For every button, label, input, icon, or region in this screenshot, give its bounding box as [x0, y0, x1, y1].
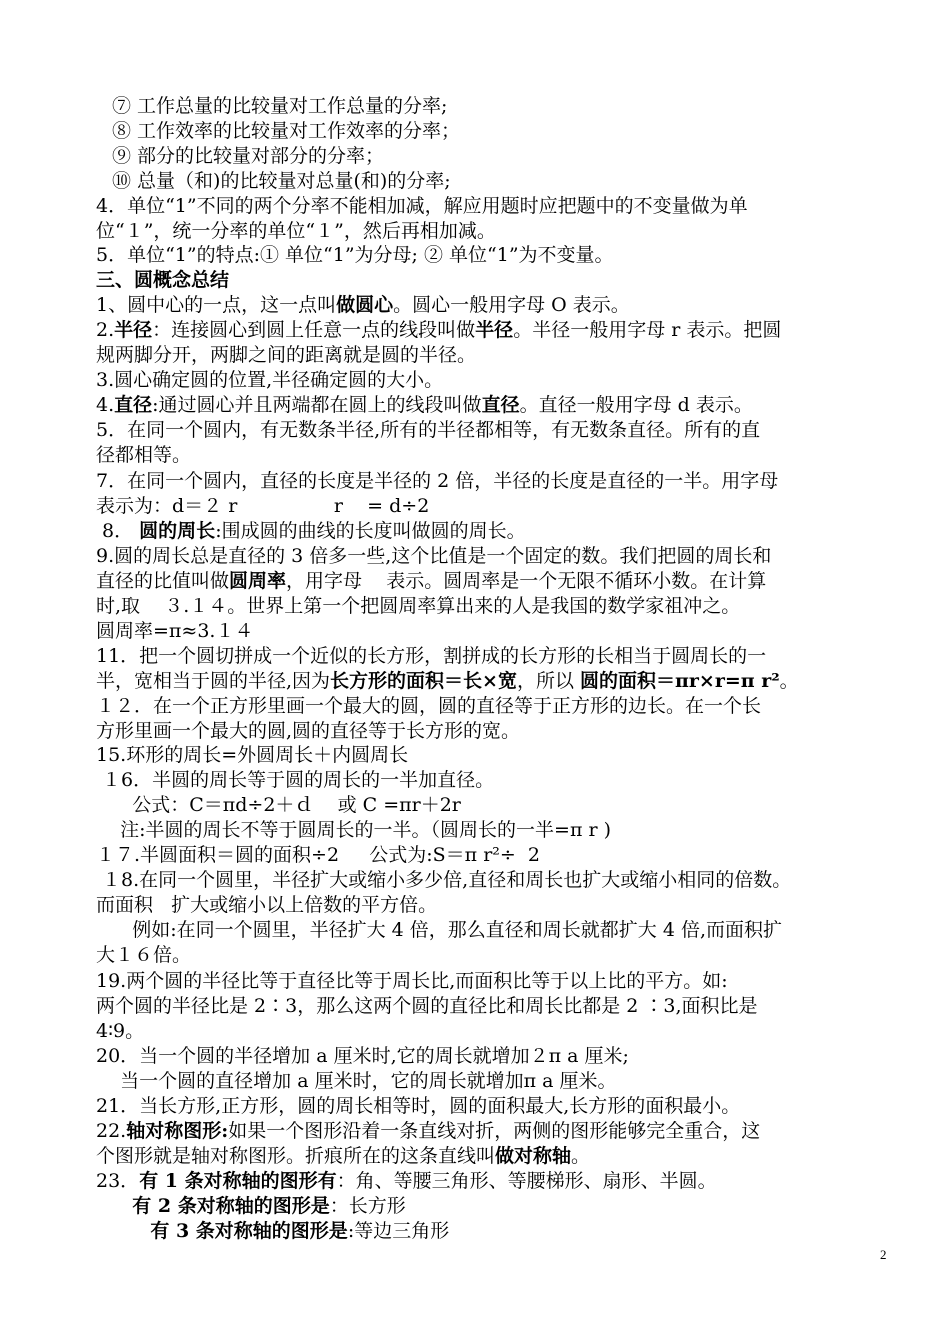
text-line [96, 818, 910, 842]
bold-text: 圆的面积＝πr×r=π r² [580, 670, 780, 692]
text-segment: 。直径一般用字母 d 表示。 [519, 394, 753, 416]
text-line [112, 169, 910, 193]
text-line [96, 768, 910, 792]
bold-text: 三、圆概念总结 [96, 269, 230, 291]
text-segment: ⑩ 总量（和)的比较量对总量(和)的分率; [112, 170, 451, 192]
page-number: 2 [880, 1247, 887, 1262]
text-line [96, 1219, 910, 1243]
text-line [96, 1169, 910, 1193]
text-segment: 20．当一个圆的半径增加 a 厘米时,它的周长就增加２π a 厘米; [96, 1045, 629, 1067]
text-line [96, 519, 910, 543]
text-segment [96, 1195, 132, 1217]
text-segment: 表示为：d＝２ r r = d÷2 [96, 495, 430, 517]
text-line [96, 994, 910, 1018]
text-segment: 直径的比值叫做 [96, 570, 230, 592]
text-line [96, 318, 910, 342]
text-line [96, 469, 910, 493]
text-segment: 9.圆的周长总是直径的 3 倍多一些,这个比值是一个固定的数。我们把圆的周长和 [96, 545, 772, 567]
text-segment: 公式：C＝πd÷2＋ｄ 或 C =πr＋2r [96, 794, 461, 816]
text-segment: １７.半圆面积＝圆的面积÷2 公式为:S＝π r²÷ 2 [96, 844, 540, 866]
text-segment: ：长方形 [329, 1195, 406, 1217]
text-segment [96, 1220, 150, 1242]
text-segment: 3.圆心确定圆的位置,半径确定圆的大小。 [96, 369, 444, 391]
bold-text: 轴对称图形: [126, 1120, 229, 1142]
text-segment: 4. [96, 394, 115, 416]
text-line [96, 293, 910, 317]
text-line [96, 843, 910, 867]
text-line [96, 1194, 910, 1218]
text-line [96, 868, 910, 892]
text-line [96, 544, 910, 568]
text-segment: 15.环形的周长=外圆周长＋内圆周长 [96, 744, 409, 766]
bold-text: 长方形的面积＝长×宽 [330, 670, 517, 692]
text-line [96, 194, 910, 218]
text-line [96, 743, 910, 767]
text-line [96, 669, 910, 693]
bold-text: 有 3 条对称轴的图形是 [150, 1220, 348, 1242]
text-line [96, 1069, 910, 1093]
text-segment: 。半径一般用字母 r 表示。把圆 [513, 319, 782, 341]
text-line [96, 393, 910, 417]
text-segment: :通过圆心并且两端都在圆上的线段叫做 [152, 394, 482, 416]
text-segment: 大１６倍。 [96, 944, 192, 966]
text-segment: 。 [571, 1145, 591, 1167]
text-segment: 径都相等。 [96, 444, 192, 466]
text-line [96, 1044, 910, 1068]
text-segment: 方形里画一个最大的圆,圆的直径等于长方形的宽。 [96, 720, 521, 742]
text-segment: ⑧ 工作效率的比较量对工作效率的分率； [112, 120, 461, 142]
text-segment: 。圆心一般用字母 O 表示。 [393, 294, 630, 316]
text-segment: ⑨ 部分的比较量对部分的分率； [112, 145, 385, 167]
text-segment: 22. [96, 1120, 127, 1142]
text-line [96, 1019, 910, 1043]
text-segment: 个图形就是轴对称图形。折痕所在的这条直线叫 [96, 1145, 496, 1167]
text-line [96, 1094, 910, 1118]
text-segment: 圆周率=π≈3.１４ [96, 620, 254, 642]
text-segment: ⑦ 工作总量的比较量对工作总量的分率; [112, 95, 448, 117]
text-segment: 4∶9。 [96, 1020, 145, 1042]
text-segment: １２．在一个正方形里画一个最大的圆，圆的直径等于正方形的边长。在一个长 [96, 695, 762, 717]
text-segment: 。 [779, 670, 799, 692]
text-segment: 规两脚分开，两脚之间的距离就是圆的半径。 [96, 344, 477, 366]
text-line [96, 268, 910, 292]
text-line [96, 1144, 910, 1168]
bold-text: 圆的周长 [139, 520, 216, 542]
text-segment: ：连接圆心到圆上任意一点的线段叫做 [152, 319, 476, 341]
text-line [96, 793, 910, 817]
text-segment: １6．半圆的周长等于圆的周长的一半加直径。 [96, 769, 495, 791]
text-line [96, 343, 910, 367]
text-segment: ，所以 [516, 670, 581, 692]
text-segment: 5．在同一个圆内，有无数条半径,所有的半径都相等，有无数条直径。所有的直 [96, 419, 761, 441]
text-segment: １8.在同一个圆里，半径扩大或缩小多少倍,直径和周长也扩大或缩小相同的倍数。 [96, 869, 792, 891]
text-segment: 21．当长方形,正方形，圆的周长相等时，圆的面积最大,长方形的面积最小。 [96, 1095, 741, 1117]
text-segment: 当一个圆的直径增加 a 厘米时，它的周长就增加π a 厘米。 [96, 1070, 617, 1092]
bold-text: 直径 [481, 394, 520, 416]
text-segment: :围成圆的曲线的长度叫做圆的周长。 [215, 520, 526, 542]
text-segment: 7．在同一个圆内，直径的长度是半径的 2 倍，半径的长度是直径的一半。用字母 [96, 470, 779, 492]
bold-text: 半径 [475, 319, 514, 341]
text-segment: 2. [96, 319, 115, 341]
text-line [96, 893, 910, 917]
text-line [96, 594, 910, 618]
text-line [96, 1119, 910, 1143]
text-line [96, 694, 910, 718]
text-segment: 5．单位“1”的特点:① 单位“1”为分母; ② 单位“1”为不变量。 [96, 244, 614, 266]
text-line [96, 644, 910, 668]
text-segment: 4．单位“1”不同的两个分率不能相加减，解应用题时应把题中的不变量做为单 [96, 195, 748, 217]
bold-text: 做对称轴 [495, 1145, 572, 1167]
bold-text: 圆周率 [229, 570, 287, 592]
text-segment: 19.两个圆的半径比等于直径比等于周长比,而面积比等于以上比的平方。如: [96, 970, 728, 992]
bold-text: 直径 [114, 394, 153, 416]
text-segment: 而面积 扩大或缩小以上倍数的平方倍。 [96, 894, 438, 916]
text-line [96, 494, 910, 518]
text-segment: 如果一个图形沿着一条直线对折，两侧的图形能够完全重合，这 [228, 1120, 761, 1142]
text-line [96, 619, 910, 643]
text-line [96, 443, 910, 467]
text-line [96, 368, 910, 392]
text-segment: 8． [96, 520, 140, 542]
text-line [96, 969, 910, 993]
text-line [96, 569, 910, 593]
text-segment: 1、圆中心的一点，这一点叫 [96, 294, 337, 316]
text-segment: 11．把一个圆切拼成一个近似的长方形，割拼成的长方形的长相当于圆周长的一 [96, 645, 767, 667]
text-line [112, 119, 910, 143]
text-segment: 注:半圆的周长不等于圆周长的一半。（圆周长的一半=π r ) [96, 819, 612, 841]
bold-text: 有 2 条对称轴的图形是 [132, 1195, 330, 1217]
text-segment: 时,取 ３.１４。世界上第一个把圆周率算出来的人是我国的数学家祖冲之。 [96, 595, 741, 617]
text-segment: 位“１”，统一分率的单位“１”，然后再相加减。 [96, 220, 496, 242]
text-segment: 例如:在同一个圆里，半径扩大 4 倍，那么直径和周长就都扩大 4 倍,而面积扩 [96, 919, 783, 941]
bold-text: 做圆心 [336, 294, 394, 316]
text-segment: 两个圆的半径比是 2∶3，那么这两个圆的直径比和周长比都是 2 ∶3,面积比是 [96, 995, 758, 1017]
text-line [96, 943, 910, 967]
text-line [112, 94, 910, 118]
text-segment: ，用字母 表示。圆周率是一个无限不循环小数。在计算 [286, 570, 767, 592]
text-line [96, 418, 910, 442]
text-segment: ：角、等腰三角形、等腰梯形、扇形、半圆。 [336, 1170, 717, 1192]
text-segment: 半，宽相当于圆的半径,因为 [96, 670, 331, 692]
bold-text: 半径 [114, 319, 153, 341]
text-line [96, 243, 910, 267]
text-line [96, 918, 910, 942]
text-line [96, 719, 910, 743]
text-segment: 23． [96, 1170, 140, 1192]
text-line [96, 219, 910, 243]
text-segment: :等边三角形 [347, 1220, 450, 1242]
text-line [112, 144, 910, 168]
bold-text: 有 1 条对称轴的图形有 [139, 1170, 337, 1192]
